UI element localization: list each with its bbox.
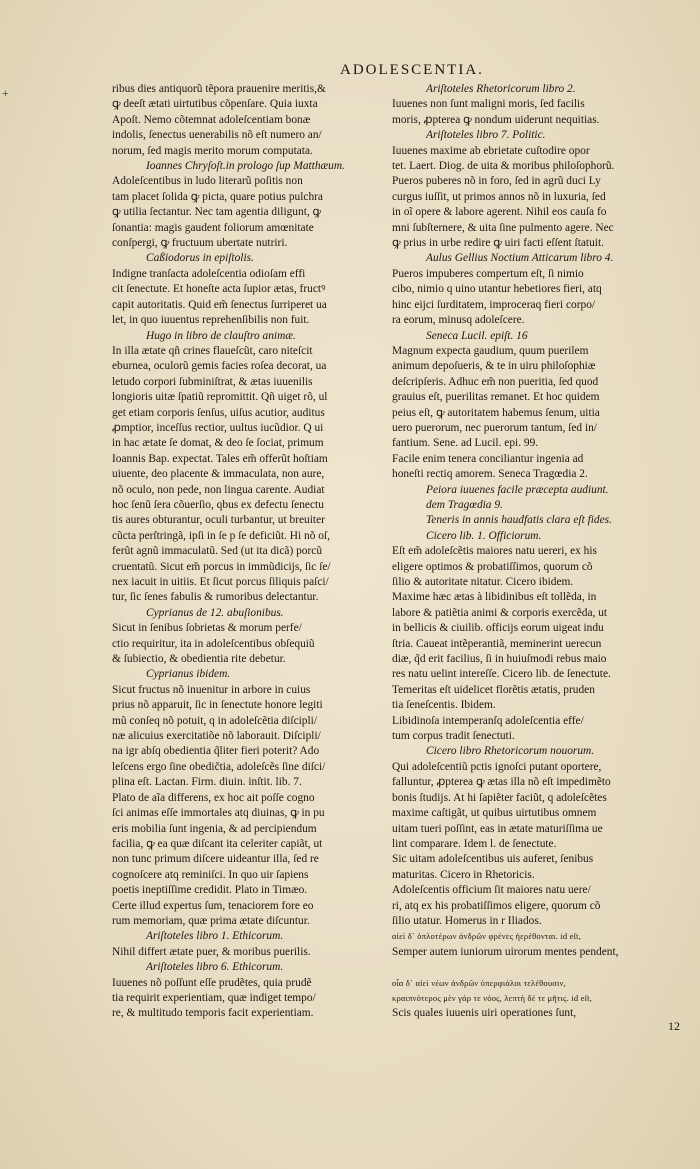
text-line: hinc eijci ſurditatem, improceraq fieri corpo/ [392,298,596,311]
left-column [112,82,404,1022]
text-line: res natu uelint intereſſe. Cicero lib. de ſenectute. [392,668,611,681]
text-line: nõ oculo, non pede, non lingua carente. Audiat [112,483,325,496]
text-line: na igr abſq obedientia q̃liter fieri poterit? Ado [112,745,320,758]
text-line: animum depoſueris, & te in uiru philoſophiæ [392,360,596,373]
text-line: in oĩ opere & labore agerent. Nihil eos cauſa fo [392,206,607,219]
running-head: ADOLESCENTIA. [340,62,484,78]
text-line: ferũt agnũ immaculatũ. Sed (ut ita dicã) porcũ [112,545,323,558]
text-line: ſilio & autoritate nitatur. Cicero ibidem. [392,576,574,588]
text-line: cit ſenectute. Et honeſte acta ſupior ætas, fructꝰ [112,283,326,296]
text-line: tia requirit experientiam, quæ indiget tempo/ [112,991,316,1004]
citation-line: Ariſtoteles libro 6. Ethicorum. [146,961,284,974]
text-line: grauius eſt, puerilitas remanet. Et hoc quidem [392,391,600,404]
text-line: maturitas. Cicero in Rhetoricis. [392,868,535,881]
citation-line: Cyprianus de 12. abuſionibus. [146,606,284,619]
text-line: cruentatũ. Sicut em̃ porcus in immũdicijs, ſic ſe/ [112,560,331,573]
text-line: tam placet ſolida ꝙ picta, quare potius pulchra [112,190,323,203]
text-line: letudo corpori ſubminiſtrat, & ætas iuuenilis [112,375,313,388]
text-line: deſcripſeris. Adhuc em̃ non pueritia, ſed quod [392,375,599,388]
text-line: cũcta perſtringã, ipſi in ſe p ſe deficiũt. Hi nõ oſ, [112,529,330,542]
text-line: Facile enim tenera conciliantur ingenia ad [392,452,584,465]
text-line: Pueros impuberes compertum eſt, ſi nimio [392,267,584,280]
text-line: norum, ſed magis merito morum computata. [112,144,313,157]
text-line: facilia, ꝙ ea quæ diſcant ita celeriter capiãt, ut [112,837,323,850]
text-line: conſpergi, ꝙ fructuum ubertate nutriri. [112,237,288,250]
text-line: bonis ſtudijs. At hi ſapiẽter faciũt, q adoleſcẽtes [392,791,607,804]
text-line: eburnea, oculorũ gemis facies roſea decorat, ua [112,360,327,373]
text-line: honeſti rectiq amorem. Seneca Tragœdia 2. [392,468,588,481]
text-line: κραιπνότερος μὲν γάρ τε νόος, λεπτὴ δέ τε μῆτις. id eſt, [392,992,593,1003]
text-line: mũ conſeq nõ potuit, q in adoleſcẽtia diſcipli/ [112,714,317,727]
text-line: poetis ineptiſſime credidit. Plato in Timæo. [112,884,308,897]
text-line: ſilio utatur. Homerus in r Iliados. [392,914,542,927]
text-line: Indigne tranſacta adoleſcentia odioſam effi [112,267,306,280]
text-line: Certe illud expertus ſum, tenaciorem fore eo [112,899,314,912]
text-line: ꝙ deeſt ætati uirtutibus cõpenſare. Quia iuxta [112,98,318,111]
text-line: tis aures obturantur, oculi turbantur, ut breuiter [112,514,325,527]
citation-line: Ariſtoteles Rhetoricorum libro 2. [426,83,576,95]
text-line: in bellicis & ciuilib. officijs eorum uigeat indu [392,622,604,635]
text-line: eligere optimos & probatiſſimos, quorum cõ [392,560,593,573]
text-line: longioris uitæ ſpatiũ repromittit. Qñ uiget rõ, ul [112,391,328,404]
text-line: ra eorum, minusq adoleſcere. [392,314,525,327]
citation-line: Ioannes Chryſoſt.in prologo ſup Matthæum. [146,160,345,173]
text-line [392,960,690,975]
text-line: in hac ætate ſe domat, & deo ſe ſociat, primum [112,437,324,450]
text-line: Iuuenes maxime ab ebrietate cuſtodire opor [392,144,590,157]
citation-line: Cyprianus ibidem. [146,668,231,681]
text-line: Sicut fructus nõ inuenitur in arbore in cuius [112,683,311,696]
text-line: tia ſeneſcentis. Ibidem. [392,699,496,712]
text-line: moris, ꝓpterea ꝙ nondum uiderunt nequitias. [392,113,600,126]
text-line: Apoſt. Nemo cõtemnat adoleſcentiam bonæ [112,113,311,126]
text-line: falluntur, ꝓpterea ꝙ ætas illa nõ eſt impedimẽto [392,776,611,789]
text-line: Semper autem iuniorum uirorum mentes pendent, [392,945,619,958]
citation-line: Teneris in annis haudfatis clara eſt fides. [426,514,612,527]
text-line: uitam tueri poſſint, eas in ætate maturiſſima ue [392,822,603,835]
text-line: tur, ſic ſenes fabulis & rumoribus delectantur. [112,591,319,604]
citation-line: Ariſtoteles libro 1. Ethicorum. [146,930,284,943]
text-line: οἷα δ᾽ αἰεὶ νέων ἀνδρῶν ὑπερφιάλοι τελέθουσιν, [392,977,566,988]
citation-line: Cicero lib. 1. Officiorum. [426,529,542,542]
text-line: & ſubiectio, & obedientia rite debetur. [112,653,286,666]
text-line: mni ſubſternere, & uita ſine pulmento agere. Nec [392,221,614,234]
text-line: Eſt em̃ adoleſcẽtis maiores natu uereri, ex his [392,545,597,558]
right-column [392,82,690,1022]
text-line: Libidinoſa intemperanſq adoleſcentia effe/ [392,714,584,727]
text-line: nex iacuit in uitiis. Et ſicut porcus ſiliquis paſci/ [112,576,329,588]
text-line: let, in quo iuuentus reprehenſibilis non fuit. [112,314,310,327]
text-line: Maxime hæc ætas à libidinibus eſt tollẽda, in [392,591,597,604]
text-line: eris mobilia ſunt ingenia, & ad percipiendum [112,822,317,835]
text-line: get etiam corporis ſenſus, uiſus acutior, auditus [112,406,325,419]
text-line: capit autoritatis. Quid em̃ ſenectus ſurriperet ua [112,298,327,311]
text-line: ſci animas eſſe immortales atq diuinas, ꝙ in pu [112,807,325,820]
text-line: Iuuenes non ſunt maligni moris, ſed facilis [392,98,585,111]
text-line: peius eſt, ꝙ autoritatem habemus ſenum, uitia [392,406,600,419]
text-line: lint comparare. Idem l. de ſenectute. [392,837,557,850]
citation-line: Seneca Lucil. epiſt. 16 [426,329,528,342]
text-line: Qui adoleſcentiũ pctis ignoſci putant oportere, [392,760,602,773]
citation-line: Caßiodorus in epiſtolis. [146,252,254,265]
text-line: cibo, nimio q uino utantur hebetiores fieri, atq [392,283,602,296]
text-line: hoc ſenũ ſera cõuerſio, qbus ex defectu ſenectu [112,498,324,511]
text-line: αἰεὶ δ᾽ ὁπλοτέρων ἀνδρῶν φρένες ἠερέθονται. id eſt, [392,931,582,942]
text-line: Scis quales iuuenis uiri operationes ſunt, [392,1007,577,1020]
text-line: Iuuenes nõ poſſunt eſſe prudẽtes, quia prudẽ [112,976,312,989]
citation-line: Hugo in libro de clauſtro animæ. [146,329,296,342]
text-line: ꝙ utilia ſectantur. Nec tam agentia diligunt, ꝙ [112,206,322,219]
text-line: Ioannis Bap. expectat. Tales em̃ offerũt hoſtiam [112,452,328,465]
text-line: ꝙ prius in urbe redire ꝙ uiri facti eſſent ſtatuit. [392,237,604,250]
text-line: curgus iuſſit, ut primos annos nõ in luxuria, ſed [392,190,606,203]
text-line: Temeritas eſt uidelicet florẽtis ætatis, pruden [392,683,595,696]
citation-line: Peiora iuuenes facile præcepta audiunt. [426,483,609,496]
text-line: ſtria. Caueat intẽperantiã, meminerint uerecun [392,637,602,650]
text-line: uero puerorum, nec puerorum tantum, ſed in/ [392,421,597,434]
text-line: maxime caſtigãt, ut quibus uirtutibus omnem [392,807,597,820]
text-line: Magnum expecta gaudium, quum puerilem [392,344,589,357]
text-line: ctio requiritur, ita in adoleſcentibus obſequiũ [112,637,315,650]
text-line: re, & multitudo temporis facit experientiam. [112,1007,314,1020]
text-line: indolis, ſenectus uenerabilis nõ eſt numero an/ [112,129,322,142]
text-line: diæ, q̃d erit facilius, ſi in huiuſmodi rebus maio [392,653,607,666]
text-line: prius nõ apparuit, ſic in ſenectute honore legiti [112,699,323,712]
citation-line: dem Tragœdia 9. [426,498,503,511]
margin-mark: + [2,86,9,100]
text-line: rum memoriam, quæ prima ætate diſcuntur. [112,914,310,927]
text-line: tum corpus tradit ſenectuti. [392,730,515,743]
text-line: cognoſcere atq reminiſci. In quo uir ſapiens [112,868,309,881]
text-line: leſcens ergo ſine obedičtia, adoleſcẽs ſine diſci/ [112,760,326,773]
text-line: ſonantia: magis gaudent foliorum amœnitate [112,221,314,234]
text-line: fantium. Sene. ad Lucil. epi. 99. [392,437,539,450]
text-line: Pueros puberes nõ in foro, ſed in agrũ duci Ly [392,175,601,188]
text-line: Nihil differt ætate puer, & moribus puerilis. [112,945,311,958]
text-line: non tunc primum diſcere uideantur illa, ſed re [112,853,319,866]
text-line: ribus dies antiquorũ tẽpora prauenire meritis,& [112,83,326,95]
folio-number: 12 [668,1019,680,1033]
text-line: Adoleſcentibus in ludo literarũ poſitis non [112,175,303,188]
text-line: ꝓmptior, inceſſus rectior, uultus iucũdior. Q ui [112,421,324,434]
text-line: plina eſt. Lactan. Firm. diuin. inſtit. lib. 7. [112,776,302,789]
citation-line: Cicero libro Rhetoricorum nouorum. [426,745,595,758]
text-line: Adoleſcentis officium ſit maiores natu uere/ [392,884,591,897]
text-line: Sic uitam adoleſcentibus uis auferet, ſenibus [392,853,594,866]
text-line: uiuente, deo placente & immaculata, non aure, [112,468,325,481]
text-line: labore & patiẽtia animi & corporis exercẽda, ut [392,606,608,619]
text-line: Plato de aĩa differens, ex hoc ait poſſe cogno [112,791,315,804]
text-line: Sicut in ſenibus ſobrietas & morum perfe/ [112,622,302,635]
text-line: In illa ætate qñ crines flaueſcũt, caro niteſcit [112,344,313,357]
citation-line: Ariſtoteles libro 7. Politic. [426,129,546,142]
text-line: tet. Laert. Diog. de uita & moribus philoſophorũ. [392,160,615,173]
citation-line: Aulus Gellius Noctium Atticarum libro 4. [426,252,614,265]
text-line: ri, atq ex his probatiſſimos eligere, quorum cõ [392,899,601,912]
text-line: næ alicuius exercitatiõe nõ laborauit. Diſcipli/ [112,730,321,743]
